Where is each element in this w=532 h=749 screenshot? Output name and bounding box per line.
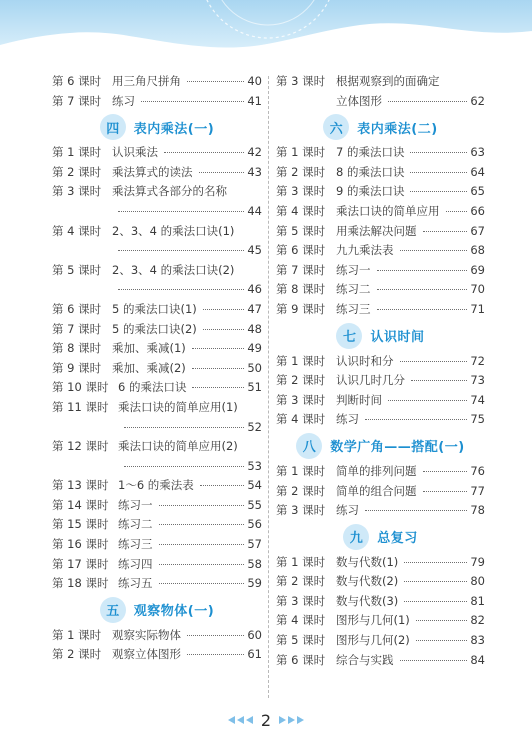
- page-ref: 66: [470, 203, 485, 218]
- lesson-label: 第 5 课时: [52, 262, 102, 277]
- lesson-title: 认识乘法: [112, 145, 158, 160]
- lesson-label: 第 11 课时: [52, 399, 109, 414]
- lesson-title: 认识时和分: [336, 353, 394, 368]
- toc-entry[interactable]: [276, 352, 485, 372]
- page-ref: 45: [247, 243, 262, 258]
- lesson-title: 练习: [336, 503, 359, 518]
- page-footer: [0, 708, 532, 732]
- page-ref: 74: [470, 392, 485, 407]
- lesson-label: 第 1 课时: [276, 353, 326, 368]
- page-ref: 78: [470, 503, 485, 518]
- lesson-title: 数与代数(1): [336, 554, 399, 569]
- toc-entry[interactable]: [276, 143, 485, 163]
- unit-heading: [276, 431, 485, 461]
- toc-entry[interactable]: [276, 391, 485, 411]
- page-ref: 61: [247, 647, 262, 662]
- toc-entry-continued[interactable]: [276, 92, 485, 112]
- dot-leader: [377, 270, 468, 271]
- unit-heading: [52, 112, 262, 142]
- lesson-title: 9 的乘法口诀: [336, 184, 405, 199]
- lesson-title: 认识几时几分: [336, 373, 405, 388]
- lesson-title: 练习三: [118, 537, 153, 552]
- toc-entry-continued[interactable]: [52, 202, 262, 222]
- dot-leader: [410, 152, 467, 153]
- toc-entry[interactable]: [52, 555, 262, 575]
- toc-entry[interactable]: [276, 410, 485, 430]
- toc-entry[interactable]: [52, 320, 262, 340]
- toc-entry[interactable]: [276, 482, 485, 502]
- lesson-title: 乘法口诀的简单应用(1): [118, 399, 238, 414]
- dot-leader: [141, 101, 244, 102]
- dot-leader: [118, 250, 244, 251]
- lesson-title: 图形与几何(1): [336, 613, 410, 628]
- lesson-label: 第 7 课时: [52, 93, 102, 108]
- lesson-label: 第 2 课时: [52, 647, 102, 662]
- lesson-label: 第 1 课时: [52, 145, 102, 160]
- unit-number-badge: 四: [100, 114, 126, 140]
- dot-leader: [124, 466, 244, 467]
- lesson-label: 第 5 课时: [276, 633, 326, 648]
- dot-leader: [118, 289, 244, 290]
- lesson-title: 乘加、乘减(2): [112, 360, 186, 375]
- lesson-label: 第 9 课时: [276, 301, 326, 316]
- lesson-title: 综合与实践: [336, 652, 394, 667]
- toc-entry[interactable]: [276, 261, 485, 281]
- toc-entry[interactable]: [52, 535, 262, 555]
- lesson-title: 练习一: [118, 497, 153, 512]
- dot-leader: [159, 505, 245, 506]
- page-ref: 42: [247, 145, 262, 160]
- toc-entry[interactable]: [52, 143, 262, 163]
- lesson-title: 用三角尺拼角: [112, 74, 181, 88]
- page-number: 2: [260, 710, 272, 730]
- lesson-title: 练习: [112, 93, 135, 108]
- lesson-label: 第 6 课时: [52, 301, 102, 316]
- page-ref: 41: [247, 93, 262, 108]
- lesson-label: 第 4 课时: [52, 223, 102, 238]
- lesson-title: 乘法算式各部分的名称: [112, 184, 227, 199]
- lesson-label: 第 12 课时: [52, 439, 109, 454]
- lesson-title-continued: 立体图形: [336, 93, 382, 108]
- lesson-label: 第 4 课时: [276, 412, 326, 427]
- lesson-title: 数与代数(3): [336, 593, 399, 608]
- dot-leader: [200, 485, 245, 486]
- lesson-title: 练习二: [118, 517, 153, 532]
- dot-leader: [388, 101, 467, 102]
- dot-leader: [187, 654, 244, 655]
- lesson-title: 根据观察到的面确定: [336, 74, 440, 88]
- page-ref: 72: [470, 353, 485, 368]
- dot-leader: [187, 81, 244, 82]
- lesson-label: 第 1 课时: [276, 145, 326, 160]
- lesson-title: 乘法算式的读法: [112, 164, 193, 179]
- lesson-title: 6 的乘法口诀: [118, 380, 187, 395]
- dot-leader: [187, 635, 244, 636]
- lesson-title: 数与代数(2): [336, 574, 399, 589]
- dot-leader: [404, 581, 467, 582]
- lesson-title: 5 的乘法口诀(1): [112, 301, 197, 316]
- toc-entry-continued[interactable]: [52, 241, 262, 261]
- lesson-label: 第 5 课时: [276, 223, 326, 238]
- lesson-title: 练习二: [336, 282, 371, 297]
- lesson-label: 第 16 课时: [52, 537, 109, 552]
- page-ref: 51: [247, 380, 262, 395]
- toc-entry[interactable]: [52, 476, 262, 496]
- page-ref: 67: [470, 223, 485, 238]
- unit-number-badge: 七: [336, 323, 362, 349]
- toc-entry[interactable]: [276, 222, 485, 242]
- unit-number-badge: 五: [100, 597, 126, 623]
- lesson-label: 第 14 课时: [52, 497, 109, 512]
- dot-leader: [159, 564, 245, 565]
- next-arrows-icon: [279, 716, 304, 724]
- dot-leader: [416, 640, 468, 641]
- toc-entry[interactable]: [52, 496, 262, 516]
- toc-entry[interactable]: [52, 261, 262, 281]
- dot-leader: [118, 211, 244, 212]
- prev-arrows-icon: [228, 716, 253, 724]
- page-ref: 55: [247, 497, 262, 512]
- lesson-title: 简单的组合问题: [336, 483, 417, 498]
- toc-entry[interactable]: [276, 163, 485, 183]
- page-ref: 62: [470, 93, 485, 108]
- toc-entry[interactable]: [276, 72, 485, 92]
- page-ref: 76: [470, 463, 485, 478]
- page-ref: 44: [247, 203, 262, 218]
- lesson-title: 2、3、4 的乘法口诀(1): [112, 223, 235, 238]
- toc-entry-continued[interactable]: [52, 457, 262, 477]
- toc-entry[interactable]: [52, 339, 262, 359]
- lesson-label: 第 3 课时: [276, 74, 326, 88]
- dot-leader: [192, 368, 245, 369]
- toc-entry[interactable]: [52, 515, 262, 535]
- dot-leader: [164, 152, 244, 153]
- page-ref: 50: [247, 360, 262, 375]
- unit-title: 数学广角——搭配(一): [330, 440, 465, 456]
- lesson-label: 第 8 课时: [276, 282, 326, 297]
- lesson-label: 第 2 课时: [52, 164, 102, 179]
- dot-leader: [192, 387, 244, 388]
- dot-leader: [400, 250, 468, 251]
- lesson-label: 第 6 课时: [276, 243, 326, 258]
- lesson-title: 判断时间: [336, 392, 382, 407]
- lesson-label: 第 8 课时: [52, 341, 102, 356]
- lesson-label: 第 7 课时: [276, 262, 326, 277]
- lesson-title: 1～6 的乘法表: [118, 478, 194, 493]
- page-ref: 57: [247, 537, 262, 552]
- dot-leader: [400, 361, 468, 362]
- dot-leader: [404, 601, 467, 602]
- page-ref: 81: [470, 593, 485, 608]
- toc-entry[interactable]: [276, 371, 485, 391]
- dot-leader: [404, 562, 467, 563]
- unit-title: 表内乘法(二): [357, 121, 438, 137]
- lesson-label: 第 3 课时: [52, 184, 102, 199]
- unit-number-badge: 九: [343, 524, 369, 550]
- lesson-label: 第 6 课时: [52, 74, 102, 88]
- dot-leader: [365, 419, 467, 420]
- page-ref: 60: [247, 627, 262, 642]
- toc-entry[interactable]: [276, 202, 485, 222]
- unit-title: 观察物体(一): [133, 604, 215, 620]
- lesson-title: 练习: [336, 412, 359, 427]
- dot-leader: [159, 524, 245, 525]
- lesson-label: 第 1 课时: [276, 463, 326, 478]
- lesson-title: 乘法口诀的简单应用: [336, 203, 440, 218]
- toc-entry[interactable]: [276, 462, 485, 482]
- lesson-label: 第 4 课时: [276, 613, 326, 628]
- dot-leader: [410, 191, 467, 192]
- unit-heading: [276, 522, 485, 552]
- page-ref: 75: [470, 412, 485, 427]
- lesson-title: 简单的排列问题: [336, 463, 417, 478]
- page-ref: 70: [470, 282, 485, 297]
- toc-entry[interactable]: [52, 645, 262, 665]
- lesson-title: 观察实际物体: [112, 627, 181, 642]
- lesson-title: 图形与几何(2): [336, 633, 410, 648]
- toc-entry[interactable]: [52, 378, 262, 398]
- lesson-label: 第 2 课时: [276, 483, 326, 498]
- dot-leader: [416, 620, 468, 621]
- lesson-title: 乘加、乘减(1): [112, 341, 186, 356]
- page-ref: 47: [247, 301, 262, 316]
- lesson-label: 第 3 课时: [276, 593, 326, 608]
- lesson-title: 观察立体图形: [112, 647, 181, 662]
- dot-leader: [192, 348, 245, 349]
- toc-entry[interactable]: [276, 300, 485, 320]
- toc-entry[interactable]: [276, 280, 485, 300]
- lesson-label: 第 6 课时: [276, 652, 326, 667]
- toc-entry[interactable]: [52, 300, 262, 320]
- lesson-title: 用乘法解决问题: [336, 223, 417, 238]
- toc-entry[interactable]: [52, 626, 262, 646]
- toc-entry[interactable]: [52, 222, 262, 242]
- column-divider: [268, 76, 269, 698]
- lesson-title: 九九乘法表: [336, 243, 394, 258]
- page-ref: 59: [247, 576, 262, 591]
- page-ref: 80: [470, 574, 485, 589]
- toc-entry[interactable]: [276, 182, 485, 202]
- page-ref: 40: [247, 74, 262, 88]
- toc-entry[interactable]: [52, 359, 262, 379]
- toc-entry[interactable]: [276, 241, 485, 261]
- toc-entry[interactable]: [276, 631, 485, 651]
- page-ref: 77: [470, 483, 485, 498]
- dot-leader: [159, 544, 245, 545]
- lesson-label: 第 3 课时: [276, 503, 326, 518]
- toc-entry[interactable]: [52, 182, 262, 202]
- unit-heading: [276, 321, 485, 351]
- lesson-title: 8 的乘法口诀: [336, 164, 405, 179]
- page-ref: 83: [470, 633, 485, 648]
- toc-entry[interactable]: [276, 572, 485, 592]
- lesson-label: 第 2 课时: [276, 574, 326, 589]
- lesson-label: 第 3 课时: [276, 184, 326, 199]
- page-ref: 64: [470, 164, 485, 179]
- lesson-label: 第 15 课时: [52, 517, 109, 532]
- lesson-label: 第 10 课时: [52, 380, 109, 395]
- lesson-label: 第 18 课时: [52, 576, 109, 591]
- dot-leader: [203, 329, 245, 330]
- dot-leader: [377, 289, 468, 290]
- unit-number-badge: 八: [296, 433, 322, 459]
- lesson-label: 第 9 课时: [52, 360, 102, 375]
- unit-number-badge: 六: [323, 114, 349, 140]
- page-ref: 68: [470, 243, 485, 258]
- lesson-label: 第 2 课时: [276, 373, 326, 388]
- lesson-title: 练习四: [118, 556, 153, 571]
- dot-leader: [423, 231, 468, 232]
- lesson-label: 第 4 课时: [276, 203, 326, 218]
- toc-entry[interactable]: [276, 611, 485, 631]
- lesson-title: 练习三: [336, 301, 371, 316]
- toc-entry-continued[interactable]: [52, 418, 262, 438]
- lesson-label: 第 13 课时: [52, 478, 109, 493]
- header-decoration: [0, 0, 532, 70]
- lesson-title: 乘法口诀的简单应用(2): [118, 439, 238, 454]
- page-ref: 52: [247, 419, 262, 434]
- page-ref: 65: [470, 184, 485, 199]
- page-ref: 46: [247, 282, 262, 297]
- unit-heading: [52, 595, 262, 625]
- lesson-title: 7 的乘法口诀: [336, 145, 405, 160]
- toc-entry[interactable]: [52, 398, 262, 418]
- unit-title: 表内乘法(一): [133, 121, 215, 137]
- toc-entry[interactable]: [276, 592, 485, 612]
- lesson-label: 第 2 课时: [276, 164, 326, 179]
- page-ref: 73: [470, 373, 485, 388]
- toc-left-column: [52, 72, 262, 665]
- toc-entry[interactable]: [52, 72, 262, 92]
- lesson-label: 第 1 课时: [52, 627, 102, 642]
- dot-leader: [423, 471, 468, 472]
- lesson-title: 练习五: [118, 576, 153, 591]
- lesson-label: 第 17 课时: [52, 556, 109, 571]
- page-ref: 48: [247, 321, 262, 336]
- toc-right-column: [276, 72, 485, 670]
- dot-leader: [159, 583, 245, 584]
- dot-leader: [423, 491, 468, 492]
- unit-title: 总复习: [377, 531, 418, 547]
- page-ref: 54: [247, 478, 262, 493]
- lesson-label: 第 3 课时: [276, 392, 326, 407]
- toc-entry[interactable]: [276, 553, 485, 573]
- lesson-title: 2、3、4 的乘法口诀(2): [112, 262, 235, 277]
- toc-entry[interactable]: [52, 163, 262, 183]
- dot-leader: [377, 309, 468, 310]
- page-ref: 58: [247, 556, 262, 571]
- page-ref: 79: [470, 554, 485, 569]
- lesson-label: 第 7 课时: [52, 321, 102, 336]
- lesson-title: 练习一: [336, 262, 371, 277]
- unit-title: 认识时间: [370, 330, 425, 346]
- page-ref: 43: [247, 164, 262, 179]
- page-ref: 53: [247, 458, 262, 473]
- toc-entry[interactable]: [52, 92, 262, 112]
- dot-leader: [365, 510, 467, 511]
- page-ref: 84: [470, 652, 485, 667]
- page-ref: 82: [470, 613, 485, 628]
- lesson-label: 第 1 课时: [276, 554, 326, 569]
- dot-leader: [410, 172, 467, 173]
- page-ref: 63: [470, 145, 485, 160]
- dot-leader: [446, 211, 468, 212]
- toc-entry[interactable]: [52, 574, 262, 594]
- toc-entry[interactable]: [276, 651, 485, 671]
- dot-leader: [388, 400, 467, 401]
- toc-entry-continued[interactable]: [52, 280, 262, 300]
- unit-heading: [276, 112, 485, 142]
- dot-leader: [124, 427, 244, 428]
- page-ref: 69: [470, 262, 485, 277]
- dot-leader: [203, 309, 245, 310]
- dot-leader: [400, 660, 468, 661]
- page-ref: 49: [247, 341, 262, 356]
- toc-entry[interactable]: [52, 437, 262, 457]
- lesson-title: 5 的乘法口诀(2): [112, 321, 197, 336]
- page-ref: 56: [247, 517, 262, 532]
- dot-leader: [411, 380, 467, 381]
- page-ref: 71: [470, 301, 485, 316]
- dot-leader: [199, 172, 245, 173]
- toc-entry[interactable]: [276, 501, 485, 521]
